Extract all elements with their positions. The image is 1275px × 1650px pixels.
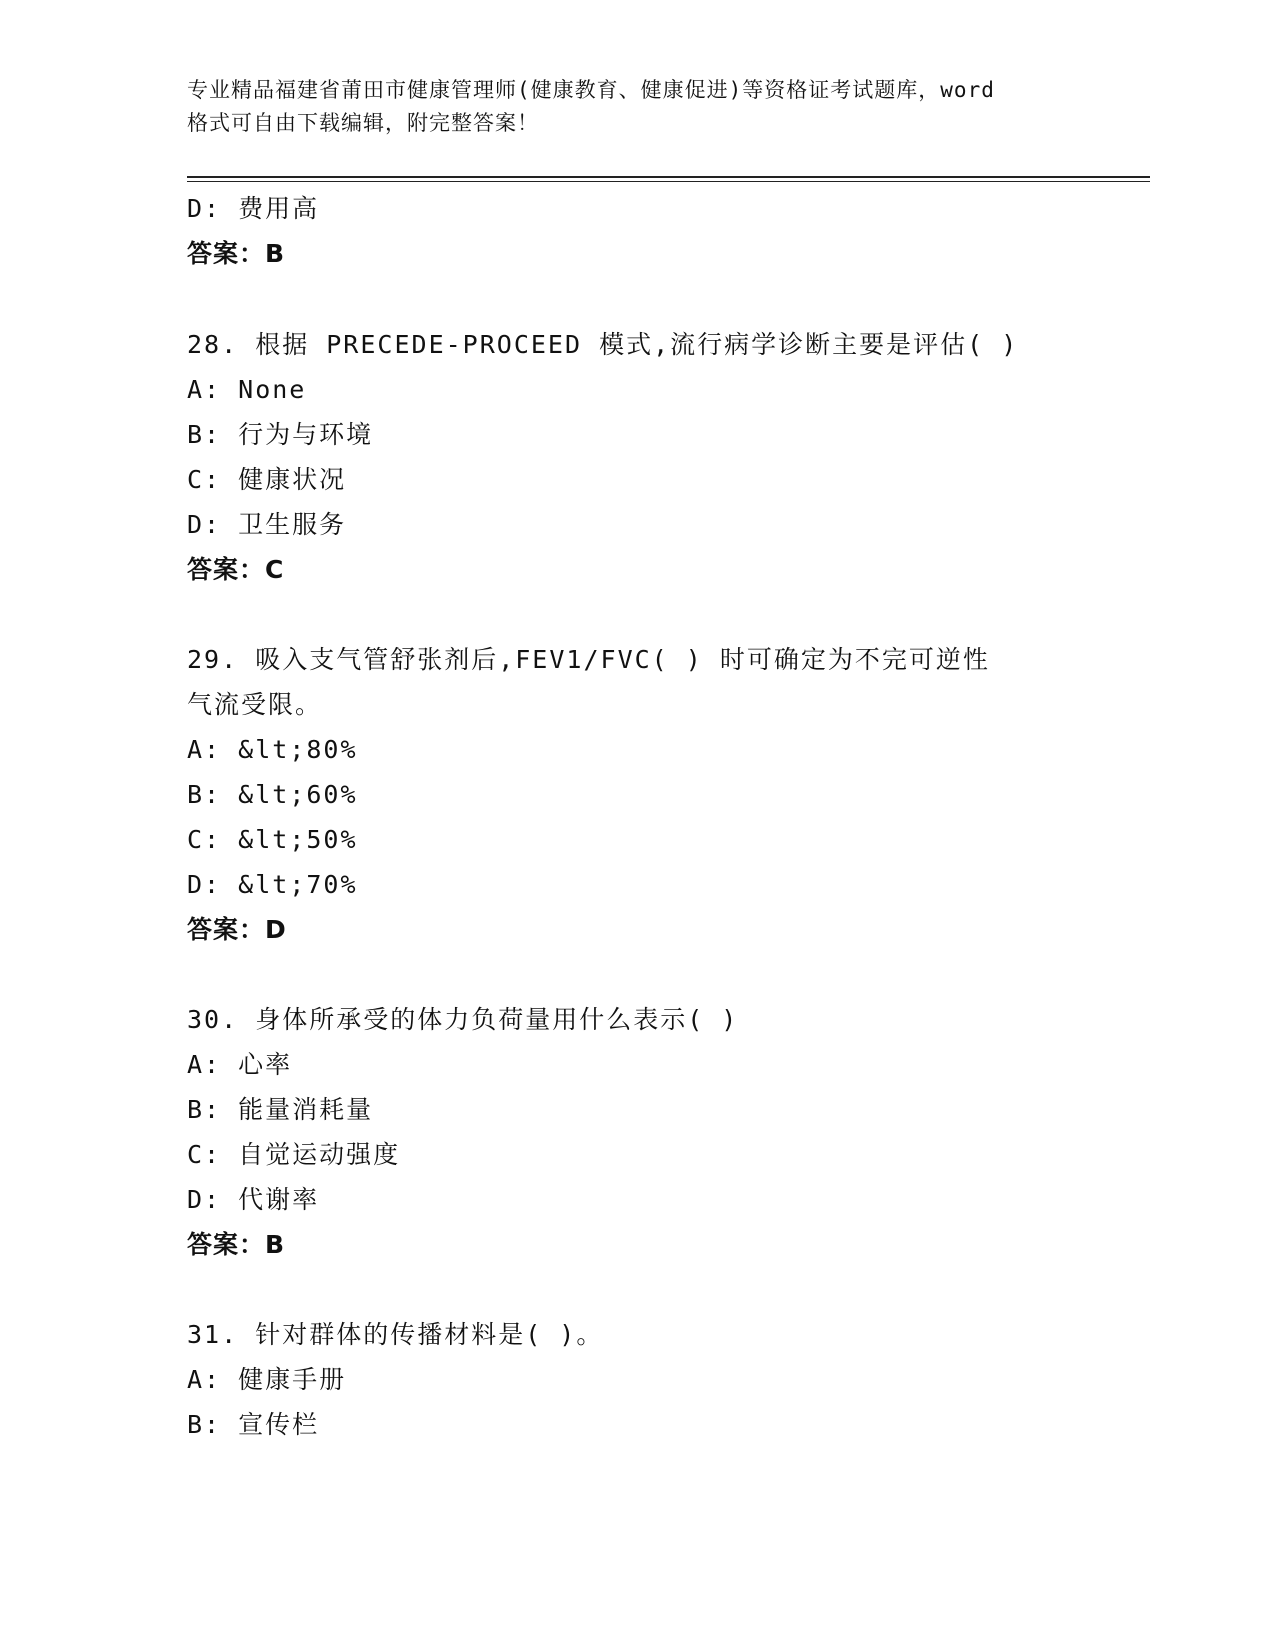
header-line-2: 格式可自由下载编辑，附完整答案！: [187, 111, 539, 135]
question-30-option-c: C: 自觉运动强度: [187, 1140, 401, 1169]
option-d: D: 费用高: [187, 194, 320, 223]
question-28-stem: 28. 根据 PRECEDE-PROCEED 模式,流行病学诊断主要是评估( ): [187, 330, 1019, 359]
question-29-stem: 29. 吸入支气管舒张剂后,FEV1/FVC( ) 时可确定为不完可逆性: [187, 645, 990, 674]
question-28-option-b: B: 行为与环境: [187, 420, 374, 449]
question-29-option-a: A: &lt;80%: [187, 735, 358, 764]
question-28-option-a: A: None: [187, 375, 307, 404]
question-30-option-a: A: 心率: [187, 1050, 293, 1079]
question-30-option-d: D: 代谢率: [187, 1185, 320, 1214]
page-header: [187, 74, 1087, 140]
question-29-answer: 答案：D: [187, 915, 287, 944]
header-line-1: 专业精品福建省莆田市健康管理师(健康教育、健康促进)等资格证考试题库，word: [187, 78, 995, 102]
question-28-option-d: D: 卫生服务: [187, 510, 347, 539]
question-28-option-c: C: 健康状况: [187, 465, 347, 494]
question-28-answer: 答案：C: [187, 555, 285, 584]
question-29-option-d: D: &lt;70%: [187, 870, 358, 899]
question-30-option-b: B: 能量消耗量: [187, 1095, 374, 1124]
question-31-option-a: A: 健康手册: [187, 1365, 347, 1394]
question-31-option-b: B: 宣传栏: [187, 1410, 320, 1439]
question-30-stem: 30. 身体所承受的体力负荷量用什么表示( ): [187, 1005, 739, 1034]
question-31-stem: 31. 针对群体的传播材料是( )。: [187, 1320, 604, 1349]
header-divider: [187, 176, 1150, 178]
question-29-option-b: B: &lt;60%: [187, 780, 358, 809]
question-30-answer: 答案：B: [187, 1230, 286, 1259]
question-29-option-c: C: &lt;50%: [187, 825, 358, 854]
answer-label: 答案：B: [187, 239, 286, 268]
header-divider-thin: [187, 181, 1150, 182]
question-29-stem-cont: 气流受限。: [187, 690, 323, 719]
